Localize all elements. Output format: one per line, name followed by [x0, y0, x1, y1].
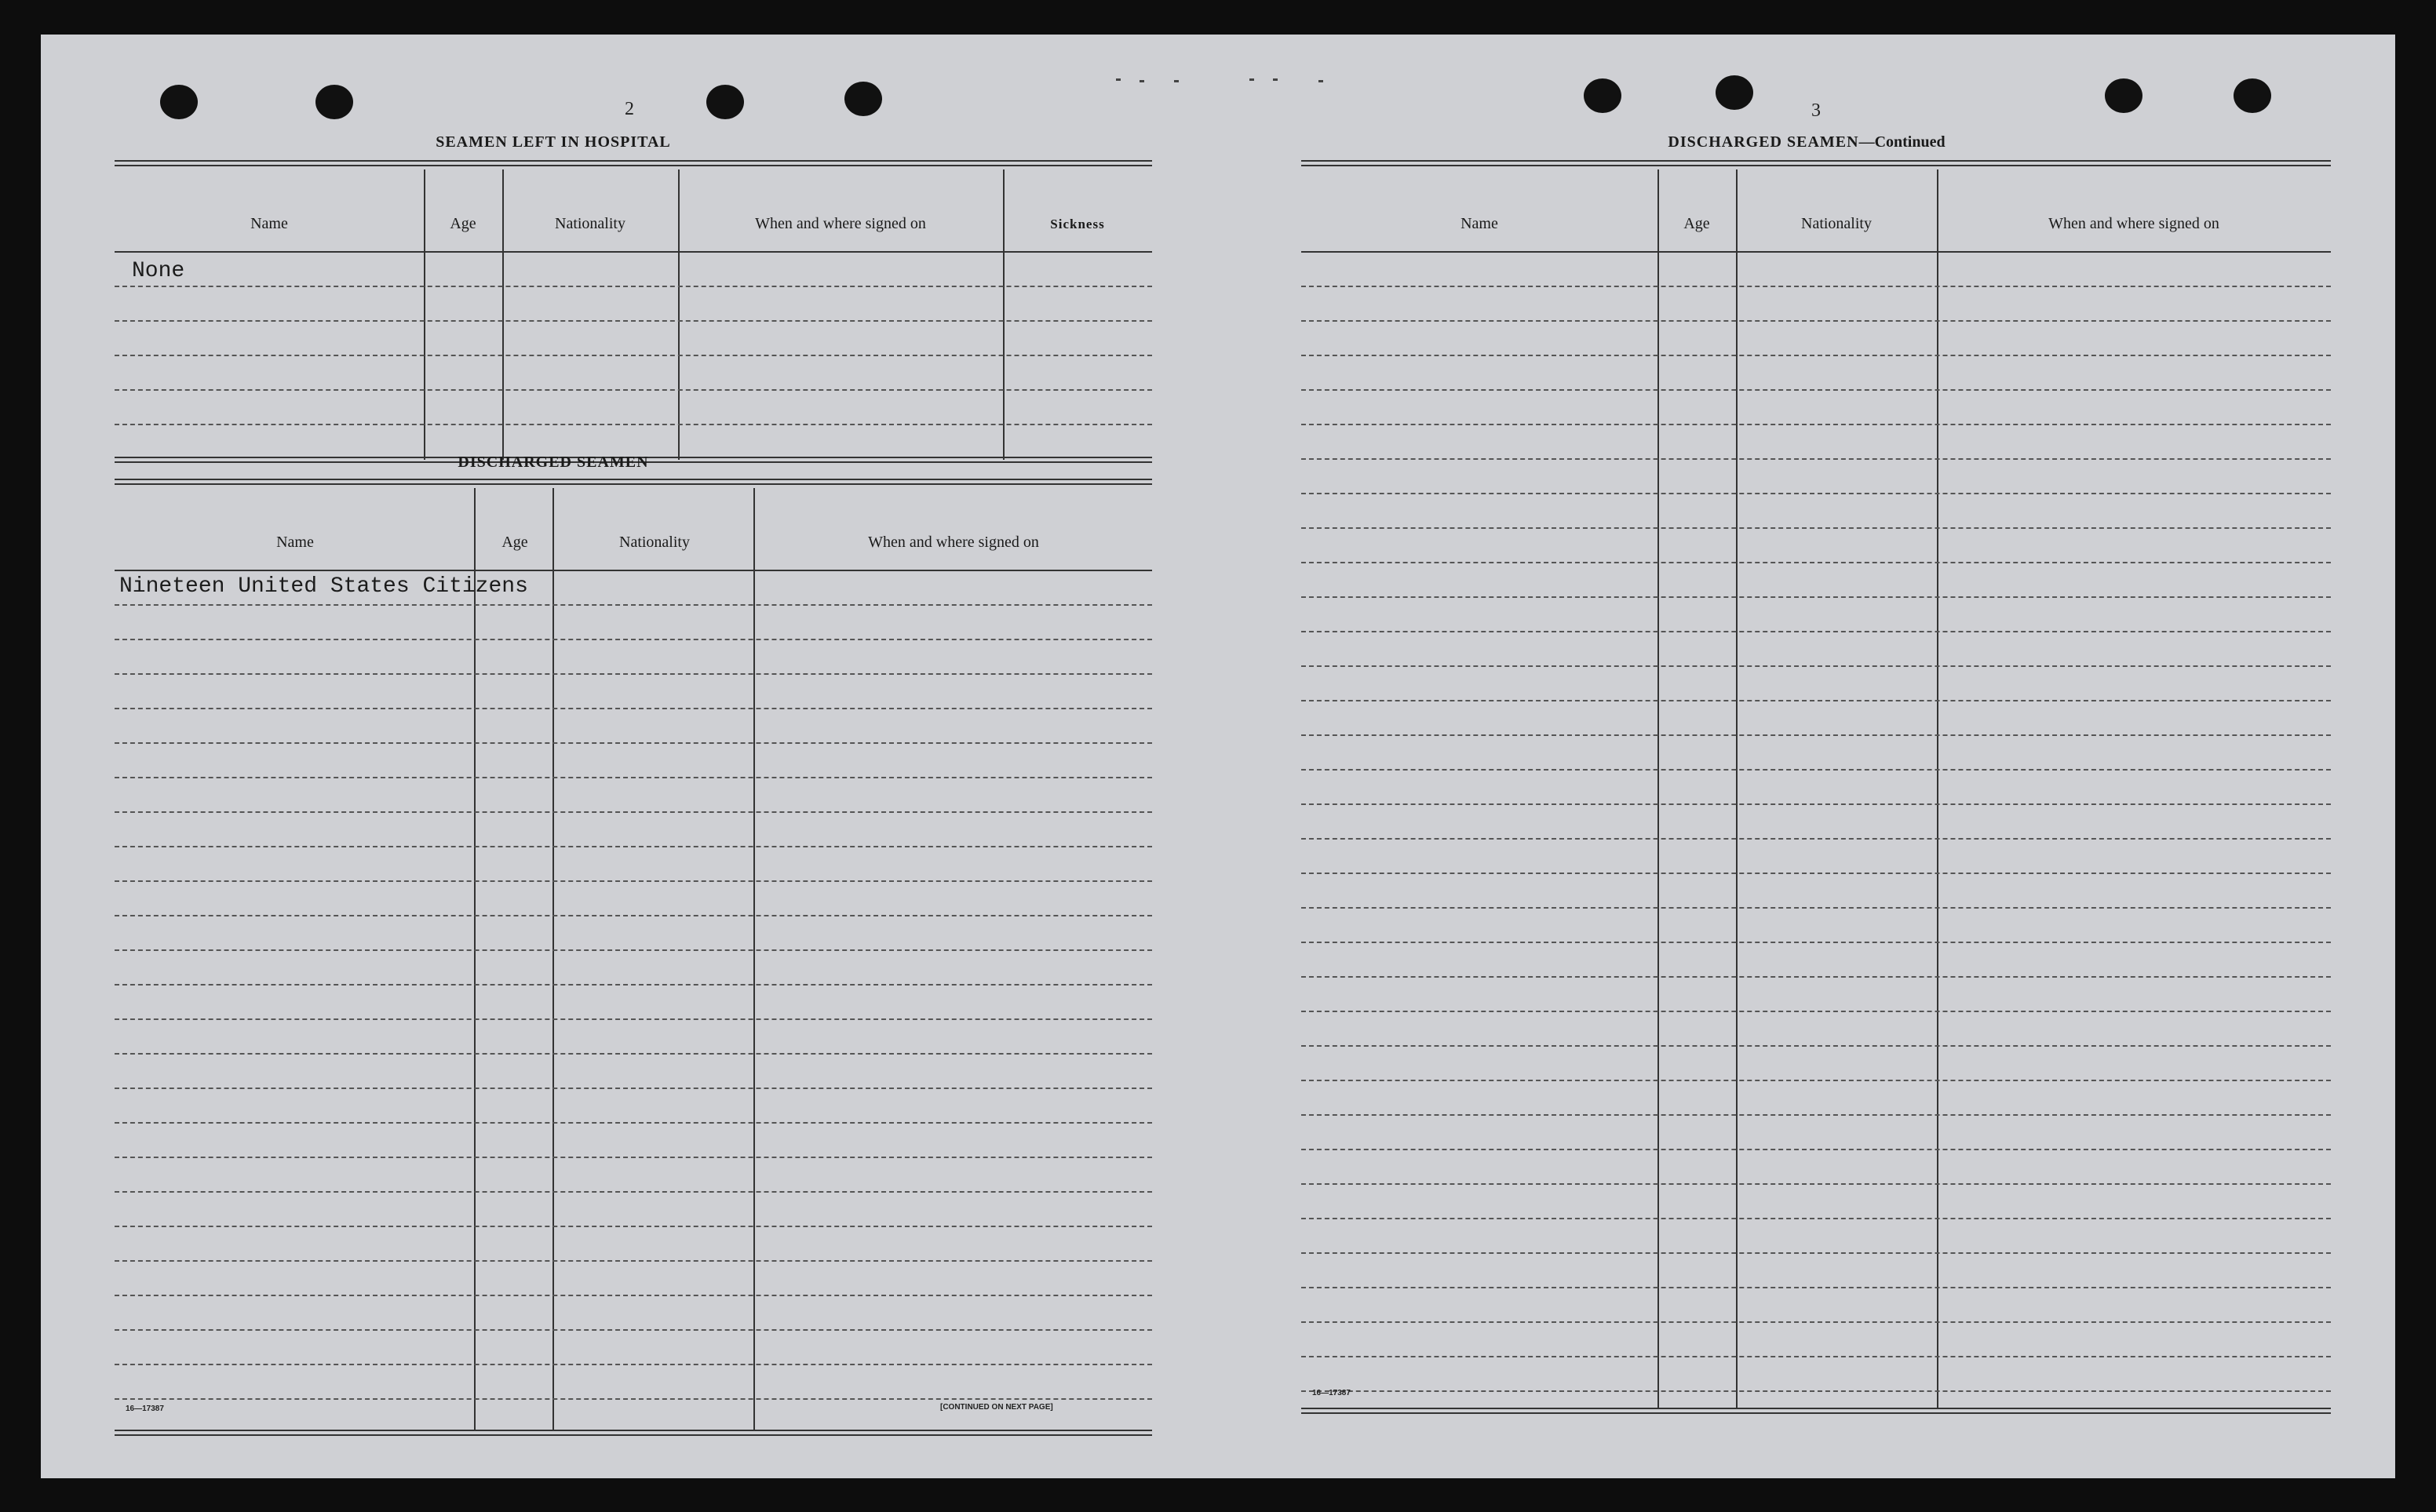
discharged-col-nationality: Nationality: [619, 534, 690, 551]
hospital-table: [115, 160, 1152, 463]
page-number-left: 2: [625, 99, 634, 119]
discharged-col-name: Name: [276, 534, 314, 551]
right-col-age: Age: [1683, 215, 1710, 232]
right-col-name: Name: [1461, 215, 1498, 232]
punch-hole: [2234, 78, 2271, 113]
right-col-signed-on: When and where signed on: [2048, 215, 2219, 232]
punch-hole: [844, 82, 882, 116]
right-col-nationality: Nationality: [1801, 215, 1872, 232]
title-suffix: —Continued: [1858, 133, 1946, 151]
discharged-continued-title: [1532, 133, 2081, 151]
punch-hole: [2105, 78, 2142, 113]
discharged-col-age: Age: [501, 534, 528, 551]
form-number-right: 16—17387: [1312, 1389, 1351, 1397]
discharged-table-right: [1301, 160, 2331, 1415]
hospital-entry: None: [132, 259, 185, 283]
punch-hole: [160, 85, 198, 119]
hospital-col-nationality: Nationality: [555, 215, 625, 232]
hospital-col-sickness: Sickness: [1050, 217, 1105, 231]
page-number-right: 3: [1811, 100, 1821, 121]
ink-speck: [1273, 78, 1278, 81]
continued-note: [CONTINUED ON NEXT PAGE]: [940, 1403, 1053, 1412]
hospital-col-signed-on: When and where signed on: [755, 215, 926, 232]
punch-hole: [1584, 78, 1621, 113]
ink-speck: [1249, 78, 1254, 81]
discharged-section-title: DISCHARGED SEAMEN: [458, 454, 649, 471]
form-number-left: 16—17387: [126, 1405, 164, 1413]
discharged-entry: Nineteen United States Citizens: [119, 574, 528, 599]
hospital-col-age: Age: [450, 215, 476, 232]
title-main: DISCHARGED SEAMEN: [1668, 133, 1859, 151]
ink-speck: [1116, 78, 1121, 81]
ink-speck: [1174, 80, 1179, 82]
discharged-table-left: [115, 479, 1152, 1437]
document-sheet: [41, 35, 2395, 1478]
hospital-col-name: Name: [250, 215, 288, 232]
punch-hole: [706, 85, 744, 119]
hospital-section-title: SEAMEN LEFT IN HOSPITAL: [436, 133, 671, 151]
punch-hole: [1716, 75, 1753, 110]
discharged-col-signed-on: When and where signed on: [868, 534, 1039, 551]
ink-speck: [1140, 80, 1144, 82]
punch-hole: [315, 85, 353, 119]
ink-speck: [1318, 80, 1323, 82]
